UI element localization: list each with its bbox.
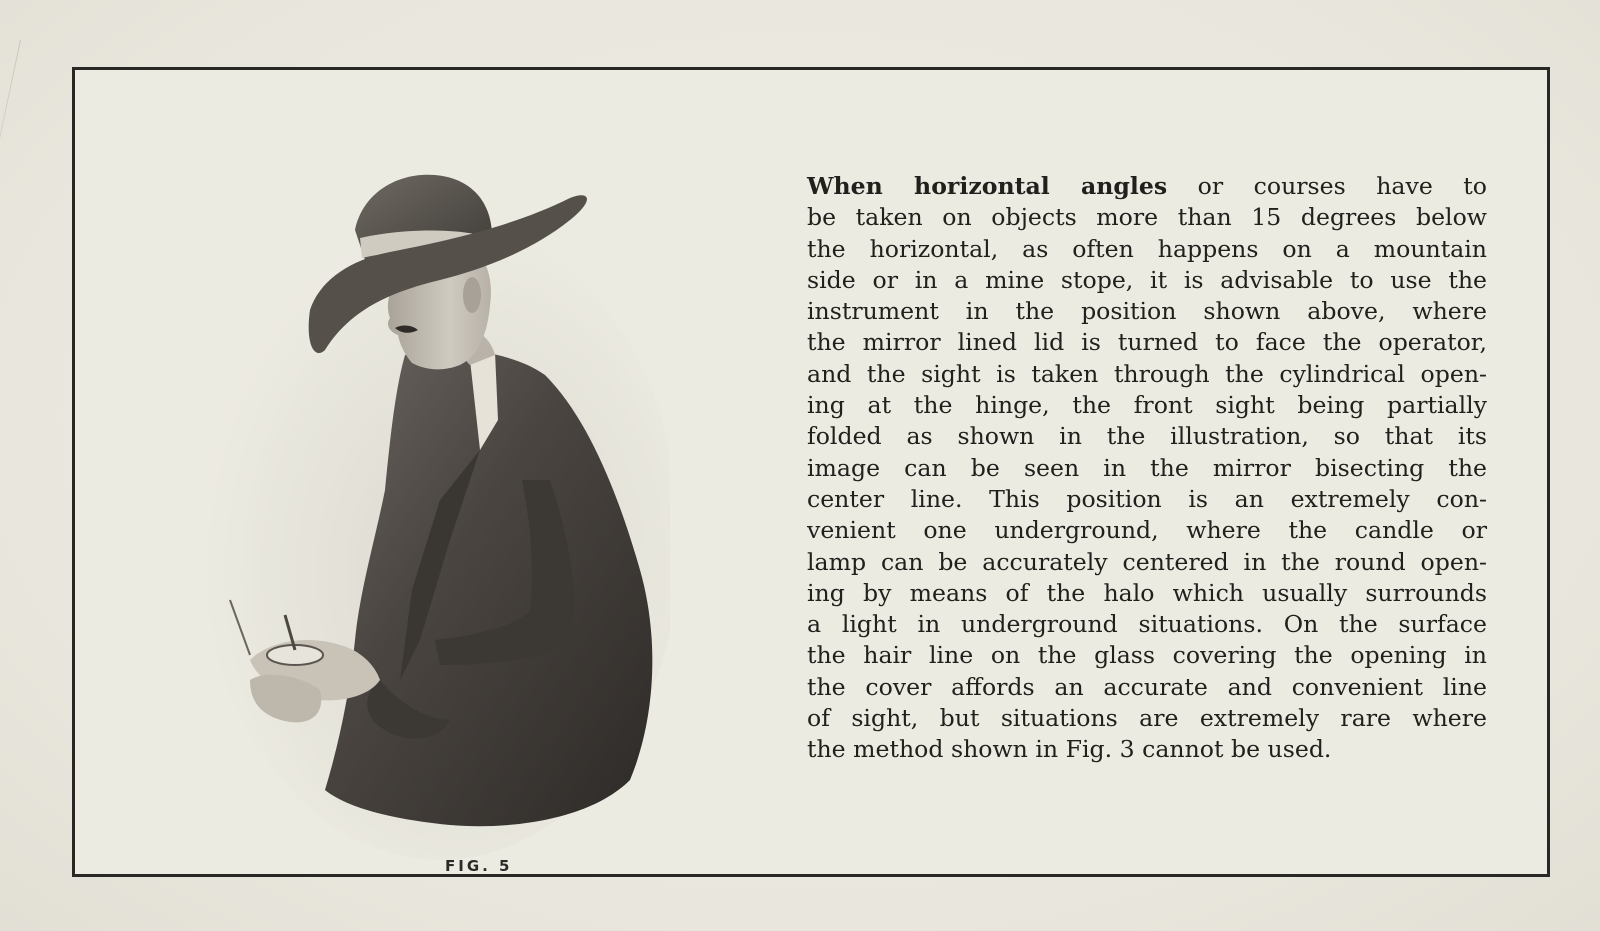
text-line: of sight, but situations are extremely rare where [807,704,1487,733]
text-line: the cover affords an accurate and convenient line [807,672,1487,701]
lead-phrase: When horizontal angles [807,172,1168,200]
text-line: the horizontal, as often happens on a mountain [807,234,1487,263]
text-line: center line. This position is an extremely con- [807,484,1487,513]
text-line: lamp can be accurately centered in the round open- [807,547,1487,576]
bordered-panel [72,67,1550,877]
text-line: and the sight is taken through the cylindrical open- [807,359,1487,388]
text-line: the mirror lined lid is turned to face the operator, [807,328,1487,357]
man-with-compass-illustration [150,120,670,860]
page-crease [0,40,21,295]
text-line: a light in underground situations. On the surface [807,610,1487,639]
text-line: venient one underground, where the candle or [807,516,1487,545]
text-line: ing by means of the halo which usually surrounds [807,578,1487,607]
text-line: ing at the hinge, the front sight being partially [807,391,1487,420]
text-line: side or in a mine stope, it is advisable to use the [807,265,1487,294]
text-line: image can be seen in the mirror bisecting the [807,453,1487,482]
text-line: folded as shown in the illustration, so that its [807,422,1487,451]
text-line: instrument in the position shown above, where [807,297,1487,326]
body-paragraph [807,171,1487,766]
text-line: the hair line on the glass covering the opening in [807,641,1487,670]
text-line: the method shown in Fig. 3 cannot be used. [807,735,1332,764]
figure-illustration [150,120,670,875]
text-line: When horizontal angles or courses have to [807,172,1487,200]
text-line: be taken on objects more than 15 degrees below [807,203,1487,232]
figure-caption: FIG. 5 [445,857,513,875]
